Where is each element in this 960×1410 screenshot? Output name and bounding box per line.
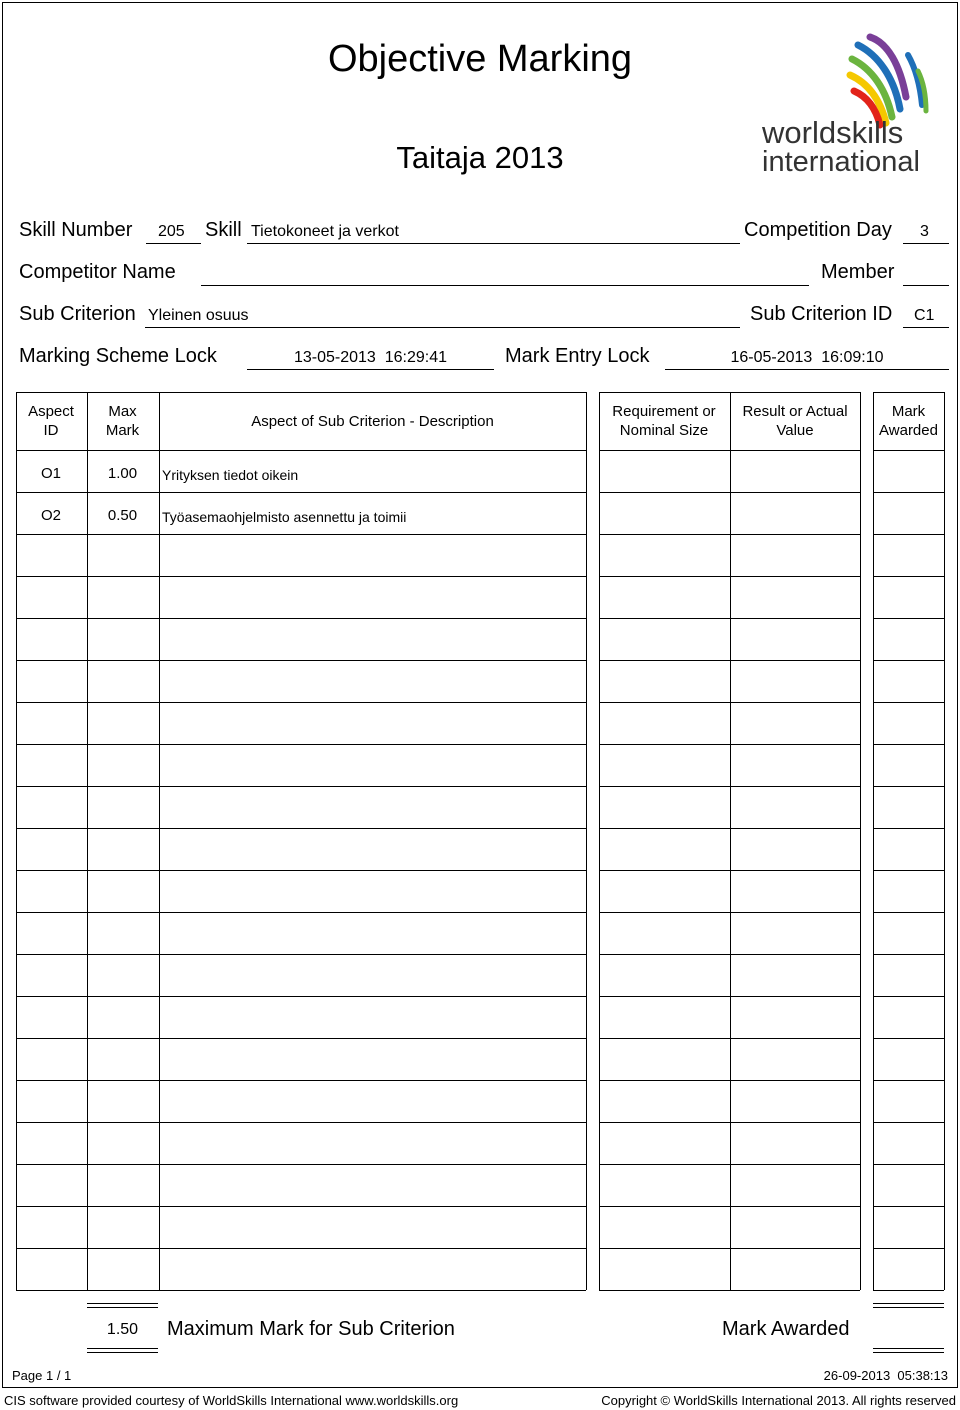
sub-criterion-label: Sub Criterion <box>19 303 136 325</box>
total-max-mark: 1.50 <box>106 1321 139 1338</box>
grid-hline-1-10 <box>599 828 860 829</box>
total-max-rule-top-1 <box>87 1303 158 1304</box>
grid-hline-2-14 <box>873 996 944 997</box>
competition-day-value: 3 <box>920 223 929 240</box>
grid-vline-0-2 <box>159 392 160 1290</box>
grid-hline-0-12 <box>16 912 586 913</box>
grid-hline-2-4 <box>873 576 944 577</box>
awarded-rule-bottom-1 <box>873 1348 944 1349</box>
grid-hline-2-19 <box>873 1206 944 1207</box>
grid-hline-0-19 <box>16 1206 586 1207</box>
logo-text-international: international <box>762 146 920 178</box>
grid-vline-2-7 <box>873 392 874 1290</box>
member-label: Member <box>821 261 895 283</box>
skill-number-value: 205 <box>158 223 185 240</box>
sub-criterion-id-label: Sub Criterion ID <box>750 303 893 325</box>
grid-hline-0-7 <box>16 702 586 703</box>
skill-number-underline <box>146 243 201 244</box>
grid-hline-0-15 <box>16 1038 586 1039</box>
grid-vline-2-8 <box>944 392 945 1290</box>
grid-hline-2-2 <box>873 492 944 493</box>
grid-hline-1-4 <box>599 576 860 577</box>
row-1-max-mark: 1.00 <box>107 465 138 482</box>
mark-entry-lock-value: 16-05-2013 16:09:10 <box>730 349 884 366</box>
print-timestamp: 26-09-2013 05:38:13 <box>823 1368 948 1383</box>
grid-hline-0-8 <box>16 744 586 745</box>
grid-hline-0-1 <box>16 450 586 451</box>
grid-hline-0-14 <box>16 996 586 997</box>
awarded-rule-top-1 <box>873 1303 944 1304</box>
skill-number-label: Skill Number <box>19 219 133 241</box>
grid-hline-1-2 <box>599 492 860 493</box>
grid-hline-2-10 <box>873 828 944 829</box>
competition-day-underline <box>903 243 949 244</box>
skill-underline <box>247 243 740 244</box>
grid-hline-0-5 <box>16 618 586 619</box>
sub-criterion-id-underline <box>903 327 949 328</box>
page-number: Page 1 / 1 <box>12 1368 72 1383</box>
grid-hline-1-7 <box>599 702 860 703</box>
grid-hline-1-12 <box>599 912 860 913</box>
marking-scheme-lock-label: Marking Scheme Lock <box>19 345 217 367</box>
grid-hline-1-16 <box>599 1080 860 1081</box>
awarded-rule-top-2 <box>873 1307 944 1308</box>
header-description: Aspect of Sub Criterion - Description <box>251 412 494 430</box>
grid-hline-0-0 <box>16 392 586 393</box>
marking-scheme-lock-underline <box>247 369 494 370</box>
grid-hline-2-8 <box>873 744 944 745</box>
grid-hline-2-11 <box>873 870 944 871</box>
grid-vline-1-4 <box>599 392 600 1290</box>
header-mark-awarded: Mark Awarded <box>879 403 938 439</box>
row-1-description: Yrityksen tiedot oikein <box>162 467 299 483</box>
grid-hline-2-16 <box>873 1080 944 1081</box>
grid-hline-1-13 <box>599 954 860 955</box>
grid-hline-0-18 <box>16 1164 586 1165</box>
row-1-aspect-id: O1 <box>40 465 61 482</box>
grid-vline-1-6 <box>860 392 861 1290</box>
grid-hline-1-5 <box>599 618 860 619</box>
grid-hline-1-11 <box>599 870 860 871</box>
marking-scheme-lock-value: 13-05-2013 16:29:41 <box>293 349 447 366</box>
grid-hline-0-2 <box>16 492 586 493</box>
grid-hline-0-20 <box>16 1248 586 1249</box>
grid-hline-2-6 <box>873 660 944 661</box>
header-requirement: Requirement or Nominal Size <box>612 403 716 439</box>
grid-hline-0-17 <box>16 1122 586 1123</box>
grid-hline-1-19 <box>599 1206 860 1207</box>
grid-hline-2-3 <box>873 534 944 535</box>
grid-hline-2-15 <box>873 1038 944 1039</box>
grid-hline-1-6 <box>599 660 860 661</box>
grid-hline-1-3 <box>599 534 860 535</box>
grid-hline-0-16 <box>16 1080 586 1081</box>
grid-hline-2-7 <box>873 702 944 703</box>
mark-awarded-summary-label: Mark Awarded <box>722 1318 850 1340</box>
header-aspect-id: Aspect ID <box>28 403 74 439</box>
grid-hline-2-20 <box>873 1248 944 1249</box>
grid-hline-1-9 <box>599 786 860 787</box>
competitor-name-underline <box>201 285 809 286</box>
grid-hline-2-5 <box>873 618 944 619</box>
grid-hline-0-21 <box>16 1290 586 1291</box>
grid-vline-0-3 <box>586 392 587 1290</box>
grid-hline-0-10 <box>16 828 586 829</box>
grid-hline-2-9 <box>873 786 944 787</box>
page-frame <box>2 2 958 1388</box>
header-result: Result or Actual Value <box>742 403 848 439</box>
worldskills-logo <box>760 25 940 180</box>
row-2-description: Työasemaohjelmisto asennettu ja toimii <box>162 509 407 525</box>
grid-hline-1-1 <box>599 450 860 451</box>
grid-hline-2-18 <box>873 1164 944 1165</box>
grid-hline-2-0 <box>873 392 944 393</box>
grid-hline-1-8 <box>599 744 860 745</box>
sub-criterion-id-value: C1 <box>914 307 935 324</box>
mark-entry-lock-underline <box>665 369 949 370</box>
grid-hline-2-21 <box>873 1290 944 1291</box>
footer-divider <box>2 1387 958 1388</box>
page-title: Objective Marking <box>327 38 633 80</box>
grid-hline-2-13 <box>873 954 944 955</box>
page-subtitle: Taitaja 2013 <box>396 140 564 175</box>
grid-hline-2-17 <box>873 1122 944 1123</box>
sub-criterion-underline <box>145 327 740 328</box>
max-mark-summary-label: Maximum Mark for Sub Criterion <box>167 1318 455 1340</box>
header-max-mark: Max Mark <box>105 403 140 439</box>
footer-copyright: Copyright © WorldSkills International 2013. All rights reserved <box>601 1393 956 1408</box>
footer-credit: CIS software provided courtesy of WorldSkills International www.worldskills.org <box>4 1393 459 1408</box>
row-2-max-mark: 0.50 <box>107 507 138 524</box>
awarded-rule-bottom-2 <box>873 1352 944 1353</box>
grid-hline-1-15 <box>599 1038 860 1039</box>
grid-hline-1-20 <box>599 1248 860 1249</box>
grid-hline-0-9 <box>16 786 586 787</box>
grid-hline-2-12 <box>873 912 944 913</box>
mark-entry-lock-label: Mark Entry Lock <box>505 345 650 367</box>
grid-hline-2-1 <box>873 450 944 451</box>
skill-value: Tietokoneet ja verkot <box>251 223 399 240</box>
grid-hline-0-6 <box>16 660 586 661</box>
grid-hline-0-3 <box>16 534 586 535</box>
total-max-rule-top-2 <box>87 1307 158 1308</box>
logo-text-worldskills: worldskills <box>762 115 904 150</box>
grid-hline-0-4 <box>16 576 586 577</box>
grid-hline-1-17 <box>599 1122 860 1123</box>
grid-hline-1-14 <box>599 996 860 997</box>
grid-hline-0-13 <box>16 954 586 955</box>
sub-criterion-value: Yleinen osuus <box>148 307 249 324</box>
grid-vline-1-5 <box>730 392 731 1290</box>
grid-hline-0-11 <box>16 870 586 871</box>
total-max-rule-bottom-2 <box>87 1352 158 1353</box>
member-underline <box>903 285 949 286</box>
grid-vline-0-1 <box>87 392 88 1290</box>
total-max-rule-bottom-1 <box>87 1348 158 1349</box>
row-2-aspect-id: O2 <box>40 507 61 524</box>
competitor-name-label: Competitor Name <box>19 261 176 283</box>
competition-day-label: Competition Day <box>744 219 892 241</box>
skill-label: Skill <box>205 219 242 241</box>
grid-hline-1-18 <box>599 1164 860 1165</box>
grid-hline-1-0 <box>599 392 860 393</box>
grid-vline-0-0 <box>16 392 17 1290</box>
grid-hline-1-21 <box>599 1290 860 1291</box>
